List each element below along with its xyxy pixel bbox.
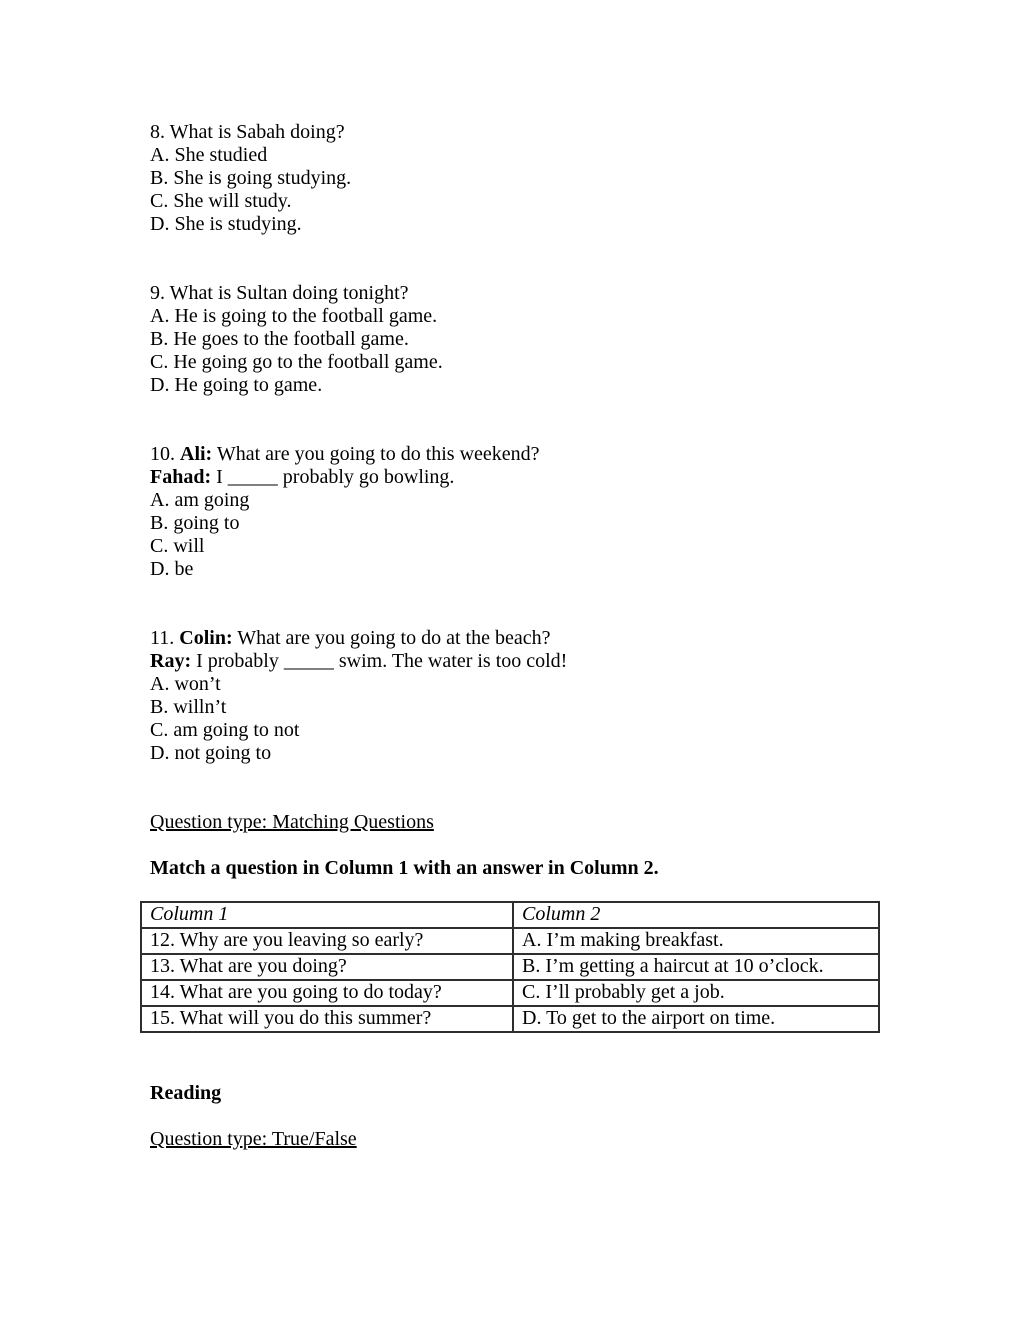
question-9-stem: 9. What is Sultan doing tonight? xyxy=(150,282,409,304)
question-10-stem xyxy=(150,443,880,466)
matching-table xyxy=(140,901,880,1033)
question-11-number: 11. xyxy=(150,627,180,649)
matching-table-header-column-2: Column 2 xyxy=(513,902,879,928)
question-10-option-a: A. am going xyxy=(150,489,250,511)
question-8-option-a: A. She studied xyxy=(150,144,268,166)
matching-question-15-cell: 15. What will you do this summer? xyxy=(141,1006,513,1032)
question-8-stem: 8. What is Sabah doing? xyxy=(150,121,345,143)
matching-answer-d-cell: D. To get to the airport on time. xyxy=(513,1006,879,1032)
matching-question-13-cell: 13. What are you doing? xyxy=(141,954,513,980)
question-11-option-a: A. won’t xyxy=(150,673,221,695)
question-11-speaker-1: Colin: xyxy=(179,627,233,649)
question-8-option-b: B. She is going studying. xyxy=(150,167,352,189)
matching-question-14-cell: 14. What are you going to do today? xyxy=(141,980,513,1006)
question-10-speaker-1: Ali: xyxy=(180,443,213,465)
question-10-stem-text: What are you going to do this weekend? xyxy=(212,443,540,465)
question-11-stem xyxy=(150,627,880,650)
question-11 xyxy=(150,627,880,765)
question-8-option-c: C. She will study. xyxy=(150,190,292,212)
question-11-reply-text: I probably _____ swim. The water is too cold! xyxy=(191,650,568,672)
question-10-option-d: D. be xyxy=(150,558,194,580)
table-row xyxy=(141,928,879,954)
matching-table-header-column-1: Column 1 xyxy=(141,902,513,928)
question-10-number: 10. xyxy=(150,443,180,465)
question-10-option-c: C. will xyxy=(150,535,205,557)
question-9-option-d: D. He going to game. xyxy=(150,374,323,396)
question-10-option-b: B. going to xyxy=(150,512,240,534)
matching-answer-c-cell: C. I’ll probably get a job. xyxy=(513,980,879,1006)
reading-section-heading: Reading xyxy=(150,1082,222,1104)
matching-table-header-row xyxy=(141,902,879,928)
reading-question-type-heading: Question type: True/False xyxy=(150,1128,357,1150)
matching-instruction: Match a question in Column 1 with an answer in Column 2. xyxy=(150,857,659,879)
matching-answer-b-cell: B. I’m getting a haircut at 10 o’clock. xyxy=(513,954,879,980)
question-9 xyxy=(150,282,880,397)
question-8-option-d: D. She is studying. xyxy=(150,213,302,235)
question-10-speaker-2: Fahad: xyxy=(150,466,212,488)
question-10 xyxy=(150,443,880,581)
question-9-option-a: A. He is going to the football game. xyxy=(150,305,438,327)
table-row xyxy=(141,954,879,980)
question-11-option-d: D. not going to xyxy=(150,742,272,764)
question-11-reply xyxy=(150,650,880,673)
question-11-stem-text: What are you going to do at the beach? xyxy=(232,627,551,649)
question-10-reply xyxy=(150,466,880,489)
question-9-option-b: B. He goes to the football game. xyxy=(150,328,409,350)
question-8 xyxy=(150,121,880,236)
question-11-option-c: C. am going to not xyxy=(150,719,300,741)
table-row xyxy=(141,1006,879,1032)
matching-question-type-heading: Question type: Matching Questions xyxy=(150,811,434,833)
matching-answer-a-cell: A. I’m making breakfast. xyxy=(513,928,879,954)
question-9-option-c: C. He going go to the football game. xyxy=(150,351,443,373)
matching-question-12-cell: 12. Why are you leaving so early? xyxy=(141,928,513,954)
table-row xyxy=(141,980,879,1006)
question-11-option-b: B. willn’t xyxy=(150,696,227,718)
question-10-reply-text: I _____ probably go bowling. xyxy=(211,466,455,488)
question-11-speaker-2: Ray: xyxy=(150,650,192,672)
